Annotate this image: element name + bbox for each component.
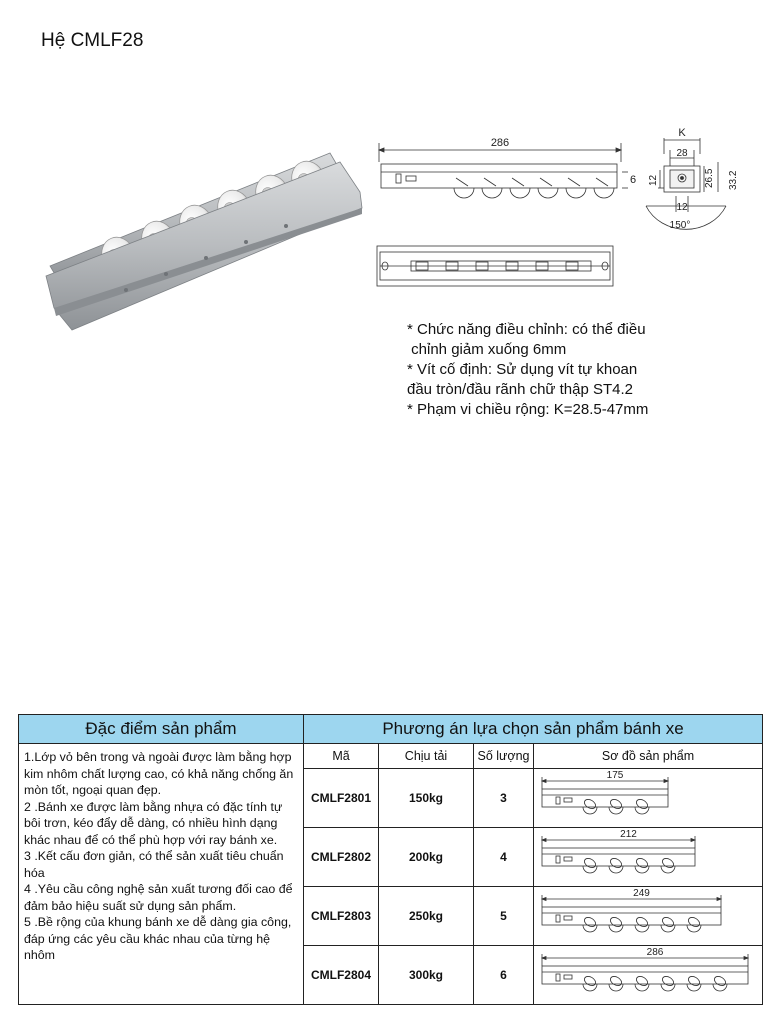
wheel-icon bbox=[583, 857, 597, 870]
side-offset-label: 6 bbox=[630, 174, 637, 186]
wheel-icon bbox=[583, 798, 597, 811]
row-load: 300kg bbox=[379, 946, 474, 1005]
notes-block bbox=[407, 320, 747, 420]
note-line: * Phạm vi chiều rộng: K=28.5-47mm bbox=[407, 401, 649, 418]
row-diagram bbox=[534, 887, 763, 946]
section-h1-label: 26.5 bbox=[704, 168, 715, 188]
options-header: Phương án lựa chọn sản phẩm bánh xe bbox=[304, 715, 763, 744]
cross-section-drawing bbox=[640, 126, 745, 232]
top-view-drawing bbox=[376, 244, 616, 288]
wheel-icon bbox=[661, 975, 675, 988]
wheel-icon bbox=[583, 916, 597, 929]
side-length-label: 286 bbox=[490, 137, 510, 149]
section-k-label: K bbox=[678, 127, 686, 139]
wheel-icon bbox=[661, 916, 675, 929]
wheel-icon bbox=[635, 975, 649, 988]
wheel-icon bbox=[609, 916, 623, 929]
row-qty: 3 bbox=[474, 769, 534, 828]
row-qty: 6 bbox=[474, 946, 534, 1005]
note-line: * Vít cố định: Sử dụng vít tự khoan bbox=[407, 361, 638, 378]
wheel-icon bbox=[609, 975, 623, 988]
row-diagram bbox=[534, 828, 763, 887]
note-line: đầu tròn/đầu rãnh chữ thập ST4.2 bbox=[407, 381, 634, 398]
row-length-label: 175 bbox=[606, 770, 624, 781]
wheel-icon bbox=[687, 975, 701, 988]
row-schematic bbox=[542, 895, 721, 932]
side-view-drawing bbox=[376, 134, 640, 200]
section-h2-label: 33.2 bbox=[728, 170, 739, 190]
row-code: CMLF2801 bbox=[304, 769, 379, 828]
row-load: 200kg bbox=[379, 828, 474, 887]
row-diagram bbox=[534, 769, 763, 828]
row-length-label: 212 bbox=[620, 829, 637, 840]
row-code: CMLF2802 bbox=[304, 828, 379, 887]
row-load: 250kg bbox=[379, 887, 474, 946]
row-diagram bbox=[534, 946, 763, 1005]
note-line: * Chức năng điều chỉnh: có thể điều bbox=[407, 321, 646, 338]
section-left-label: 12 bbox=[648, 174, 659, 186]
wheel-icon bbox=[635, 916, 649, 929]
row-schematic bbox=[542, 777, 668, 814]
wheel-icon bbox=[687, 916, 701, 929]
row-code: CMLF2804 bbox=[304, 946, 379, 1005]
row-length-label: 249 bbox=[633, 888, 650, 899]
section-bottom-label: 12 bbox=[676, 202, 688, 213]
features-cell bbox=[19, 744, 304, 1005]
feature-item: 2 .Bánh xe được làm bằng nhựa có đặc tính tự bôi trơn, kéo đẩy dễ dàng, có nhiều hình dạng khác nhau để có thể phù hợp với ray bánh xe. bbox=[24, 799, 283, 847]
section-width-label: 28 bbox=[676, 148, 688, 159]
wheel-icon bbox=[635, 857, 649, 870]
spec-table bbox=[18, 714, 763, 1005]
features-header: Đặc điểm sản phẩm bbox=[19, 715, 304, 744]
wheel-icon bbox=[635, 798, 649, 811]
row-qty: 5 bbox=[474, 887, 534, 946]
col-header-load: Chịu tải bbox=[379, 744, 474, 769]
col-header-code: Mã bbox=[304, 744, 379, 769]
row-load: 150kg bbox=[379, 769, 474, 828]
wheel-icon bbox=[661, 857, 675, 870]
feature-item: 5 .Bề rộng của khung bánh xe dễ dàng gia công, đáp ứng các yêu cầu khác nhau của từng hệ nhôm bbox=[24, 915, 292, 962]
wheel-icon bbox=[609, 798, 623, 811]
col-header-diagram: Sơ đồ sản phẩm bbox=[534, 744, 763, 769]
row-schematic bbox=[542, 836, 695, 873]
section-angle-label: 150° bbox=[669, 220, 691, 231]
feature-item: 1.Lớp vỏ bên trong và ngoài được làm bằng hợp kim nhôm chất lượng cao, có khả năng chống ăn mòn tốt, ngoại quan đẹp. bbox=[24, 750, 294, 797]
row-length-label: 286 bbox=[646, 947, 664, 958]
wheel-icon bbox=[583, 975, 597, 988]
feature-item: 3 .Kết cấu đơn giản, có thể sản xuất tiêu chuẩn hóa bbox=[24, 849, 284, 880]
row-code: CMLF2803 bbox=[304, 887, 379, 946]
note-line: chỉnh giảm xuống 6mm bbox=[407, 341, 567, 358]
row-schematic bbox=[542, 954, 748, 991]
wheel-icon bbox=[609, 857, 623, 870]
page-title: Hệ CMLF28 bbox=[41, 30, 144, 51]
col-header-qty: Số lượng bbox=[474, 744, 534, 769]
product-photo bbox=[40, 148, 370, 338]
feature-item: 4 .Yêu cầu công nghệ sản xuất tương đối cao để đảm bảo hiệu suất sử dụng sản phẩm. bbox=[24, 882, 293, 913]
row-qty: 4 bbox=[474, 828, 534, 887]
wheel-icon bbox=[713, 975, 727, 988]
